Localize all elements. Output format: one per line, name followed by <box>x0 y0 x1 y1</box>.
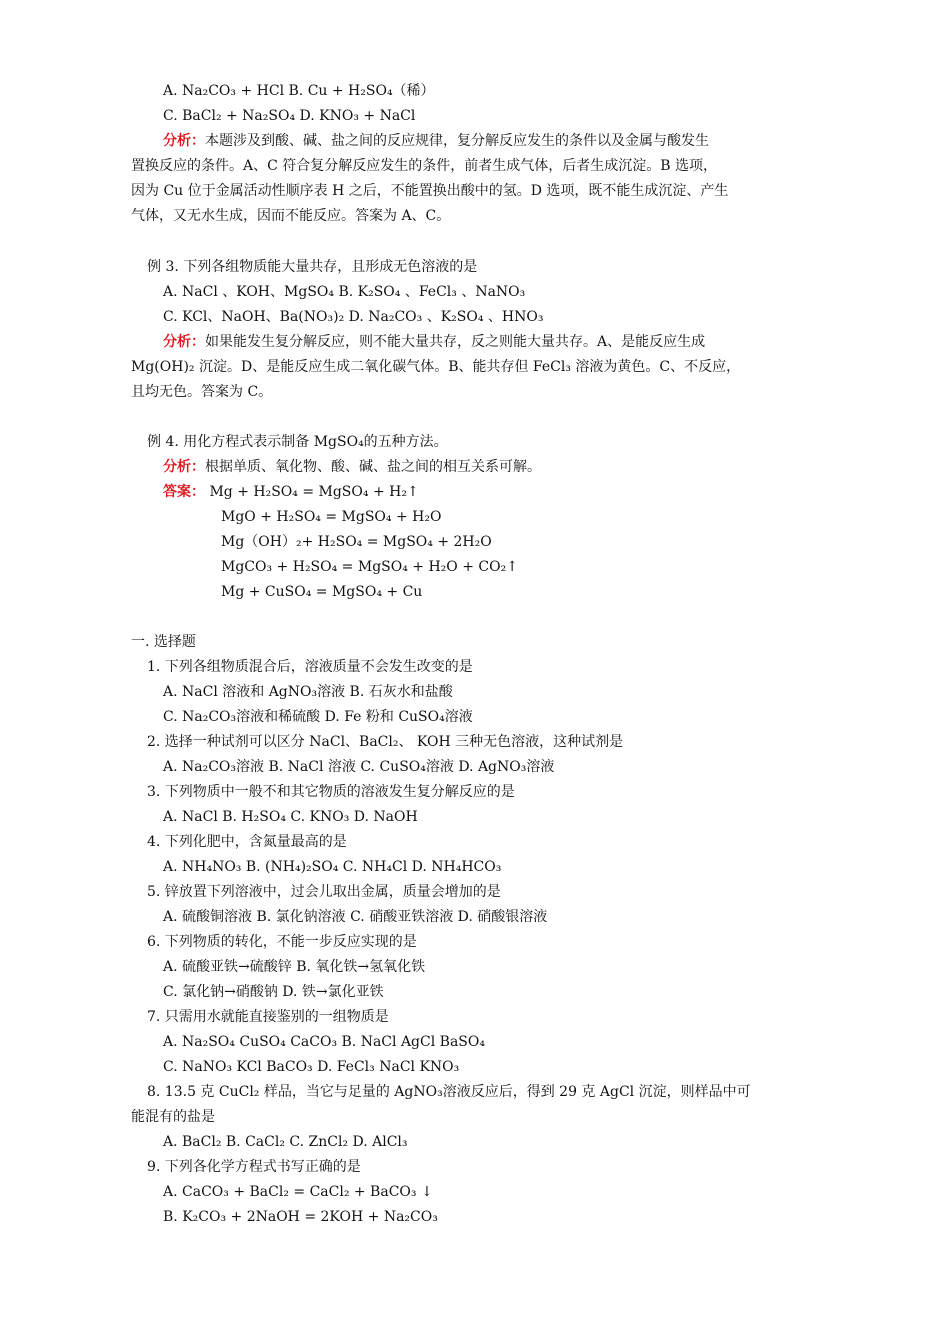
line-text: 3. 下列物质中一般不和其它物质的溶液发生复分解反应的是 <box>147 784 515 800</box>
label-highlight: 分析： <box>163 133 205 149</box>
text-line <box>147 258 477 276</box>
line-text: C. NaNO₃ KCl BaCO₃ D. FeCl₃ NaCl KNO₃ <box>163 1059 460 1075</box>
text-line <box>147 783 515 801</box>
text-line <box>163 82 435 100</box>
text-line <box>163 1208 438 1226</box>
line-text: 气体，又无水生成，因而不能反应。答案为 A、C。 <box>131 208 451 224</box>
text-line <box>147 883 501 901</box>
line-text: A. Na₂SO₄ CuSO₄ CaCO₃ B. NaCl AgCl BaSO₄ <box>163 1034 485 1050</box>
text-line <box>163 808 418 826</box>
line-text: 4. 下列化肥中，含氮量最高的是 <box>147 834 347 850</box>
text-line <box>147 1158 361 1176</box>
line-text: 且均无色。答案为 C。 <box>131 384 273 400</box>
line-text: 7. 只需用水就能直接鉴别的一组物质是 <box>147 1009 389 1025</box>
line-text: 一. 选择题 <box>131 634 196 650</box>
line-text: A. NaCl 溶液和 AgNO₃溶液 B. 石灰水和盐酸 <box>163 684 453 700</box>
label-highlight: 答案： <box>163 484 205 500</box>
text-line <box>221 508 441 526</box>
line-text: 8. 13.5 克 CuCl₂ 样品，当它与足量的 AgNO₃溶液反应后，得到 29 克 AgCl 沉淀，则样品中可 <box>147 1084 751 1100</box>
text-line <box>163 308 543 326</box>
line-text: 例 4. 用化方程式表示制备 MgSO₄的五种方法。 <box>147 434 448 450</box>
text-line <box>163 458 541 476</box>
text-line <box>163 1133 408 1151</box>
text-line <box>147 933 417 951</box>
text-line <box>163 908 547 926</box>
text-line <box>221 583 422 601</box>
line-text: A. NaCl 、KOH、MgSO₄ B. K₂SO₄ 、FeCl₃ 、NaNO₃ <box>163 284 526 300</box>
text-line <box>221 558 518 576</box>
text-line <box>163 683 453 701</box>
line-text: A. 硫酸铜溶液 B. 氯化钠溶液 C. 硝酸亚铁溶液 D. 硝酸银溶液 <box>163 909 548 925</box>
line-text: A. NaCl B. H₂SO₄ C. KNO₃ D. NaOH <box>163 809 418 825</box>
line-text: 6. 下列物质的转化，不能一步反应实现的是 <box>147 934 417 950</box>
line-text: 因为 Cu 位于金属活动性顺序表 H 之后，不能置换出酸中的氢。D 选项，既不能生成沉淀、产生 <box>131 183 729 199</box>
text-line <box>147 733 623 751</box>
text-line <box>131 1108 215 1126</box>
text-line <box>163 483 419 501</box>
line-text: C. BaCl₂ + Na₂SO₄ D. KNO₃ + NaCl <box>163 108 416 124</box>
line-text: Mg + H₂SO₄ = MgSO₄ + H₂↑ <box>205 484 419 500</box>
line-text: 能混有的盐是 <box>131 1109 215 1125</box>
text-line <box>131 383 272 401</box>
text-line <box>163 758 554 776</box>
line-text: Mg(OH)₂ 沉淀。D、是能反应生成二氧化碳气体。B、能共存但 FeCl₃ 溶液为黄色。C、不反应， <box>131 359 741 375</box>
text-line <box>163 983 384 1001</box>
line-text: Mg（OH）₂+ H₂SO₄ = MgSO₄ + 2H₂O <box>221 534 492 550</box>
text-line <box>163 1033 485 1051</box>
line-text: C. Na₂CO₃溶液和稀硫酸 D. Fe 粉和 CuSO₄溶液 <box>163 709 473 725</box>
line-text: 置换反应的条件。A、C 符合复分解反应发生的条件，前者生成气体，后者生成沉淀。B 选项， <box>131 158 718 174</box>
text-line <box>131 358 740 376</box>
text-line <box>147 833 347 851</box>
line-text: 9. 下列各化学方程式书写正确的是 <box>147 1159 361 1175</box>
line-text: C. KCl、NaOH、Ba(NO₃)₂ D. Na₂CO₃ 、K₂SO₄ 、HNO₃ <box>163 309 544 325</box>
text-line <box>163 283 525 301</box>
text-line <box>131 633 196 651</box>
text-line <box>147 658 473 676</box>
text-line <box>163 1058 459 1076</box>
line-text: Mg + CuSO₄ = MgSO₄ + Cu <box>221 584 423 600</box>
text-line <box>163 132 709 150</box>
label-highlight: 分析： <box>163 459 205 475</box>
text-line <box>147 433 448 451</box>
line-text: A. NH₄NO₃ B. (NH₄)₂SO₄ C. NH₄Cl D. NH₄HCO₃ <box>163 859 502 875</box>
label-highlight: 分析： <box>163 334 205 350</box>
text-line <box>163 107 415 125</box>
line-text: 1. 下列各组物质混合后，溶液质量不会发生改变的是 <box>147 659 473 675</box>
line-text: B. K₂CO₃ + 2NaOH = 2KOH + Na₂CO₃ <box>163 1209 438 1225</box>
text-line <box>163 333 705 351</box>
text-line <box>163 858 501 876</box>
line-text: 根据单质、氧化物、酸、碱、盐之间的相互关系可解。 <box>205 459 541 475</box>
line-text: A. Na₂CO₃溶液 B. NaCl 溶液 C. CuSO₄溶液 D. AgNO₃溶液 <box>163 759 555 775</box>
line-text: A. 硫酸亚铁→硫酸锌 B. 氧化铁→氢氧化铁 <box>163 959 426 975</box>
line-text: A. BaCl₂ B. CaCl₂ C. ZnCl₂ D. AlCl₃ <box>163 1134 408 1150</box>
line-text: MgCO₃ + H₂SO₄ = MgSO₄ + H₂O + CO₂↑ <box>221 559 518 575</box>
line-text: 5. 锌放置下列溶液中，过会儿取出金属，质量会增加的是 <box>147 884 501 900</box>
text-line <box>221 533 492 551</box>
line-text: MgO + H₂SO₄ = MgSO₄ + H₂O <box>221 509 442 525</box>
text-line <box>131 207 450 225</box>
text-line <box>131 157 717 175</box>
text-line <box>163 958 425 976</box>
line-text: 2. 选择一种试剂可以区分 NaCl、BaCl₂、 KOH 三种无色溶液，这种试剂是 <box>147 734 624 750</box>
line-text: 如果能发生复分解反应，则不能大量共存，反之则能大量共存。A、是能反应生成 <box>205 334 706 350</box>
line-text: A. Na₂CO₃ + HCl B. Cu + H₂SO₄（稀） <box>163 83 435 99</box>
line-text: 本题涉及到酸、碱、盐之间的反应规律，复分解反应发生的条件以及金属与酸发生 <box>205 133 709 149</box>
text-line <box>147 1008 389 1026</box>
text-line <box>163 1183 433 1201</box>
text-line <box>147 1083 751 1101</box>
line-text: C. 氯化钠→硝酸钠 D. 铁→氯化亚铁 <box>163 984 384 1000</box>
line-text: 例 3. 下列各组物质能大量共存，且形成无色溶液的是 <box>147 259 478 275</box>
line-text: A. CaCO₃ + BaCl₂ = CaCl₂ + BaCO₃ ↓ <box>163 1184 433 1200</box>
text-line <box>131 182 728 200</box>
text-line <box>163 708 473 726</box>
